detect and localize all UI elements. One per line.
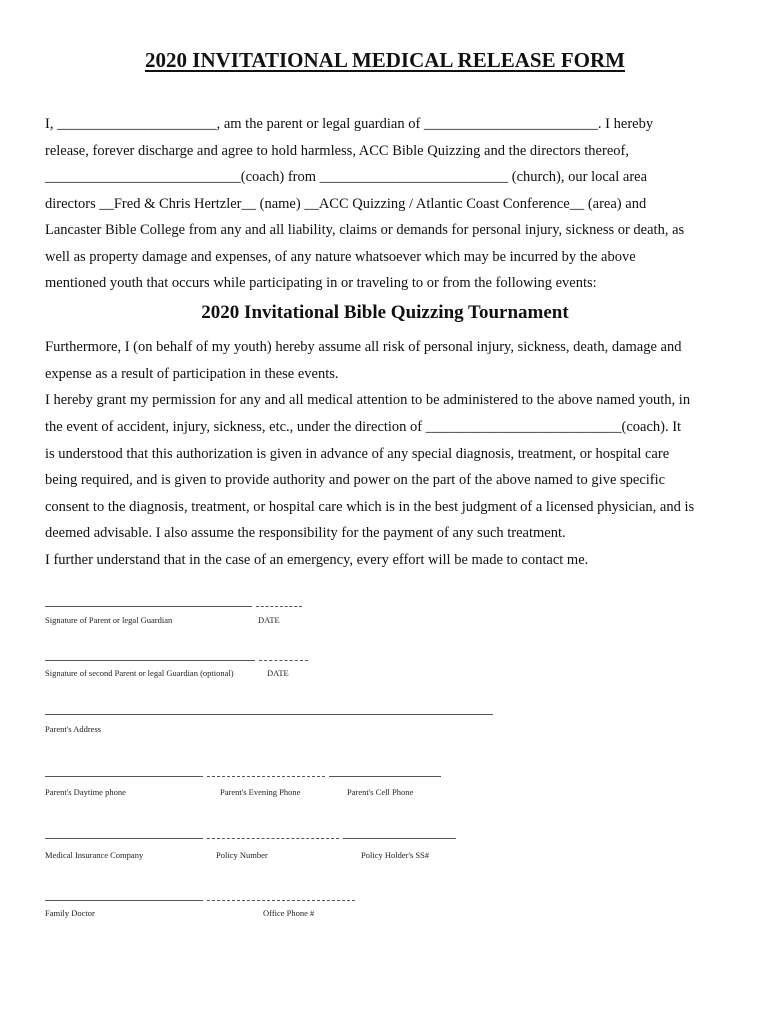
release-line-5: Lancaster Bible College from any and all liability, claims or demands for personal injury, sickness or death, as bbox=[45, 222, 685, 238]
event-heading: 2020 Invitational Bible Quizzing Tournament bbox=[201, 302, 569, 323]
cell-phone-label: Parent's Cell Phone bbox=[347, 787, 414, 797]
office-phone-line[interactable] bbox=[207, 900, 355, 901]
directors-name: __Fred & Chris Hertzler__ bbox=[99, 196, 257, 212]
signature-2-label: Signature of second Parent or legal Guardian (optional) bbox=[45, 668, 234, 678]
daytime-phone-line[interactable] bbox=[45, 776, 203, 777]
release-line-3: ___________________________(coach) from __________________________ (church), our local area bbox=[45, 169, 648, 185]
signature-2-date-line[interactable] bbox=[259, 660, 308, 661]
area-name: __ACC Quizzing / Atlantic Coast Conference__ bbox=[304, 196, 585, 212]
insurance-company-line[interactable] bbox=[45, 838, 203, 839]
family-doctor-label: Family Doctor bbox=[45, 908, 95, 918]
assume-line-2: expense as a result of participation in these events. bbox=[45, 366, 339, 382]
family-doctor-line[interactable] bbox=[45, 900, 203, 901]
evening-phone-line[interactable] bbox=[207, 776, 325, 777]
policy-number-line[interactable] bbox=[207, 838, 339, 839]
release-line-2: release, forever discharge and agree to hold harmless, ACC Bible Quizzing and the directors thereof, bbox=[45, 143, 629, 159]
policy-holder-ss-line[interactable] bbox=[343, 838, 456, 839]
cell-phone-line[interactable] bbox=[329, 776, 441, 777]
assume-line-3: I hereby grant my permission for any and all medical attention to be administered to the above named youth, in bbox=[45, 392, 691, 408]
insurance-company-label: Medical Insurance Company bbox=[45, 850, 144, 860]
assume-line-8: deemed advisable. I also assume the responsibility for the payment of any such treatment. bbox=[45, 525, 566, 541]
evening-phone-label: Parent's Evening Phone bbox=[220, 787, 301, 797]
address-label: Parent's Address bbox=[45, 724, 102, 734]
release-line-4 bbox=[45, 196, 646, 213]
assume-line-7: consent to the diagnosis, treatment, or hospital care which is in the best judgment of a licensed physician, and is bbox=[45, 499, 695, 515]
signature-2-date-label: DATE bbox=[267, 668, 289, 678]
signature-2-line[interactable] bbox=[45, 660, 255, 661]
release-line-1: I, ______________________, am the parent or legal guardian of ________________________. I hereby bbox=[45, 116, 654, 132]
assume-line-6: being required, and is given to provide authority and power on the part of the above named to give specific bbox=[45, 472, 666, 488]
area-label: (area) and bbox=[584, 196, 647, 212]
signature-1-label: Signature of Parent or legal Guardian bbox=[45, 615, 173, 625]
form-title: 2020 INVITATIONAL MEDICAL RELEASE FORM bbox=[145, 48, 625, 72]
signature-1-date-label: DATE bbox=[258, 615, 280, 625]
name-label: (name) bbox=[256, 196, 305, 212]
signature-1-date-line[interactable] bbox=[256, 606, 302, 607]
policy-number-label: Policy Number bbox=[216, 850, 268, 860]
release-line-7: mentioned youth that occurs while participating in or traveling to or from the following events: bbox=[45, 275, 597, 291]
address-line[interactable] bbox=[45, 714, 493, 715]
daytime-phone-label: Parent's Daytime phone bbox=[45, 787, 126, 797]
office-phone-label: Office Phone # bbox=[263, 908, 315, 918]
assume-line-5: is understood that this authorization is given in advance of any special diagnosis, treatment, or hospital care bbox=[45, 446, 670, 462]
assume-line-4: the event of accident, injury, sickness, etc., under the direction of ___________________________(coach). It bbox=[45, 419, 682, 435]
assume-line-9: I further understand that in the case of an emergency, every effort will be made to contact me. bbox=[45, 552, 589, 568]
policy-holder-ss-label: Policy Holder's SS# bbox=[361, 850, 430, 860]
directors-prefix: directors bbox=[45, 196, 100, 212]
assume-line-1: Furthermore, I (on behalf of my youth) hereby assume all risk of personal injury, sickness, death, damage and bbox=[45, 339, 682, 355]
release-line-6: well as property damage and expenses, of any nature whatsoever which may be incurred by the above bbox=[45, 249, 636, 265]
signature-1-line[interactable] bbox=[45, 606, 252, 607]
